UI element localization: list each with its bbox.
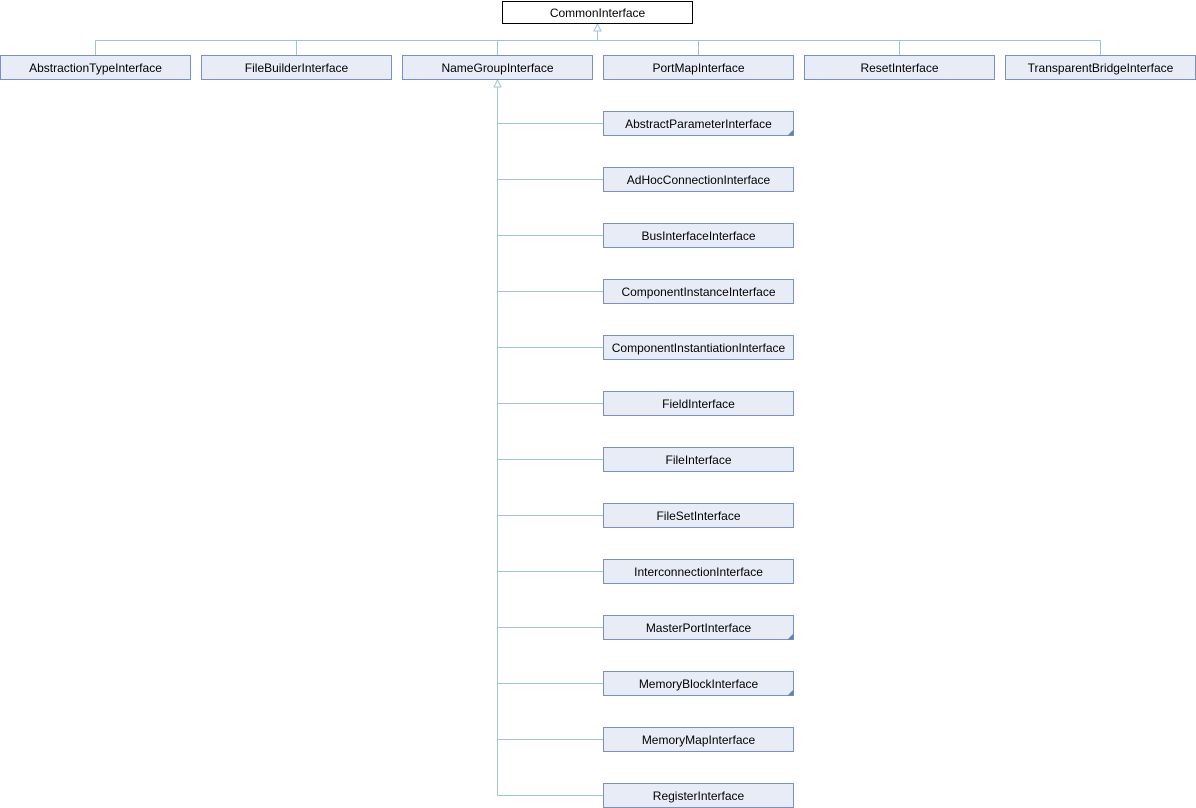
- class-node-abstraction-type-interface[interactable]: [1, 56, 191, 80]
- class-node-label: PortMapInterface: [652, 61, 745, 75]
- class-node-file-interface[interactable]: [604, 448, 794, 472]
- inheritance-arrow-icon: [594, 24, 601, 31]
- inheritance-arrow-icon: [494, 80, 501, 87]
- class-node-label: ComponentInstantiationInterface: [611, 341, 786, 355]
- class-node-ad-hoc-connection-interface[interactable]: [604, 168, 794, 192]
- class-node-master-port-interface[interactable]: [604, 616, 794, 640]
- class-node-memory-block-interface[interactable]: [604, 672, 794, 696]
- class-node-file-set-interface[interactable]: [604, 504, 794, 528]
- class-node-name-group-interface[interactable]: [403, 56, 593, 80]
- class-node-file-builder-interface[interactable]: [202, 56, 392, 80]
- class-node-component-instance-interface[interactable]: [604, 280, 794, 304]
- class-node-label: ResetInterface: [860, 61, 939, 75]
- class-node-transparent-bridge-interface[interactable]: [1006, 56, 1196, 80]
- class-node-label: FileBuilderInterface: [244, 61, 349, 75]
- class-node-port-map-interface[interactable]: [604, 56, 794, 80]
- class-node-label: BusInterfaceInterface: [641, 229, 756, 243]
- class-node-bus-interface-interface[interactable]: [604, 224, 794, 248]
- class-node-label: MemoryBlockInterface: [638, 677, 759, 691]
- class-node-label: MemoryMapInterface: [641, 733, 756, 747]
- class-node-interconnection-interface[interactable]: [604, 560, 794, 584]
- class-node-label: AbstractParameterInterface: [625, 117, 772, 131]
- class-node-memory-map-interface[interactable]: [604, 728, 794, 752]
- class-node-label: RegisterInterface: [652, 789, 745, 803]
- class-node-abstract-parameter-interface[interactable]: [604, 112, 794, 136]
- class-node-label: FieldInterface: [662, 397, 735, 411]
- class-node-label: MasterPortInterface: [645, 621, 752, 635]
- class-node-label: NameGroupInterface: [441, 61, 554, 75]
- class-node-component-instantiation-interface[interactable]: [604, 336, 794, 360]
- class-node-label: AdHocConnectionInterface: [626, 173, 771, 187]
- class-node-label: InterconnectionInterface: [634, 565, 763, 579]
- class-node-common-interface[interactable]: [503, 2, 693, 24]
- class-node-register-interface[interactable]: [604, 784, 794, 808]
- class-node-field-interface[interactable]: [604, 392, 794, 416]
- class-node-label: FileInterface: [665, 453, 732, 467]
- class-node-label: CommonInterface: [549, 6, 646, 20]
- class-node-label: AbstractionTypeInterface: [29, 61, 162, 75]
- class-node-label: TransparentBridgeInterface: [1027, 61, 1174, 75]
- class-node-label: FileSetInterface: [656, 509, 741, 523]
- class-node-label: ComponentInstanceInterface: [621, 285, 776, 299]
- class-node-reset-interface[interactable]: [805, 56, 995, 80]
